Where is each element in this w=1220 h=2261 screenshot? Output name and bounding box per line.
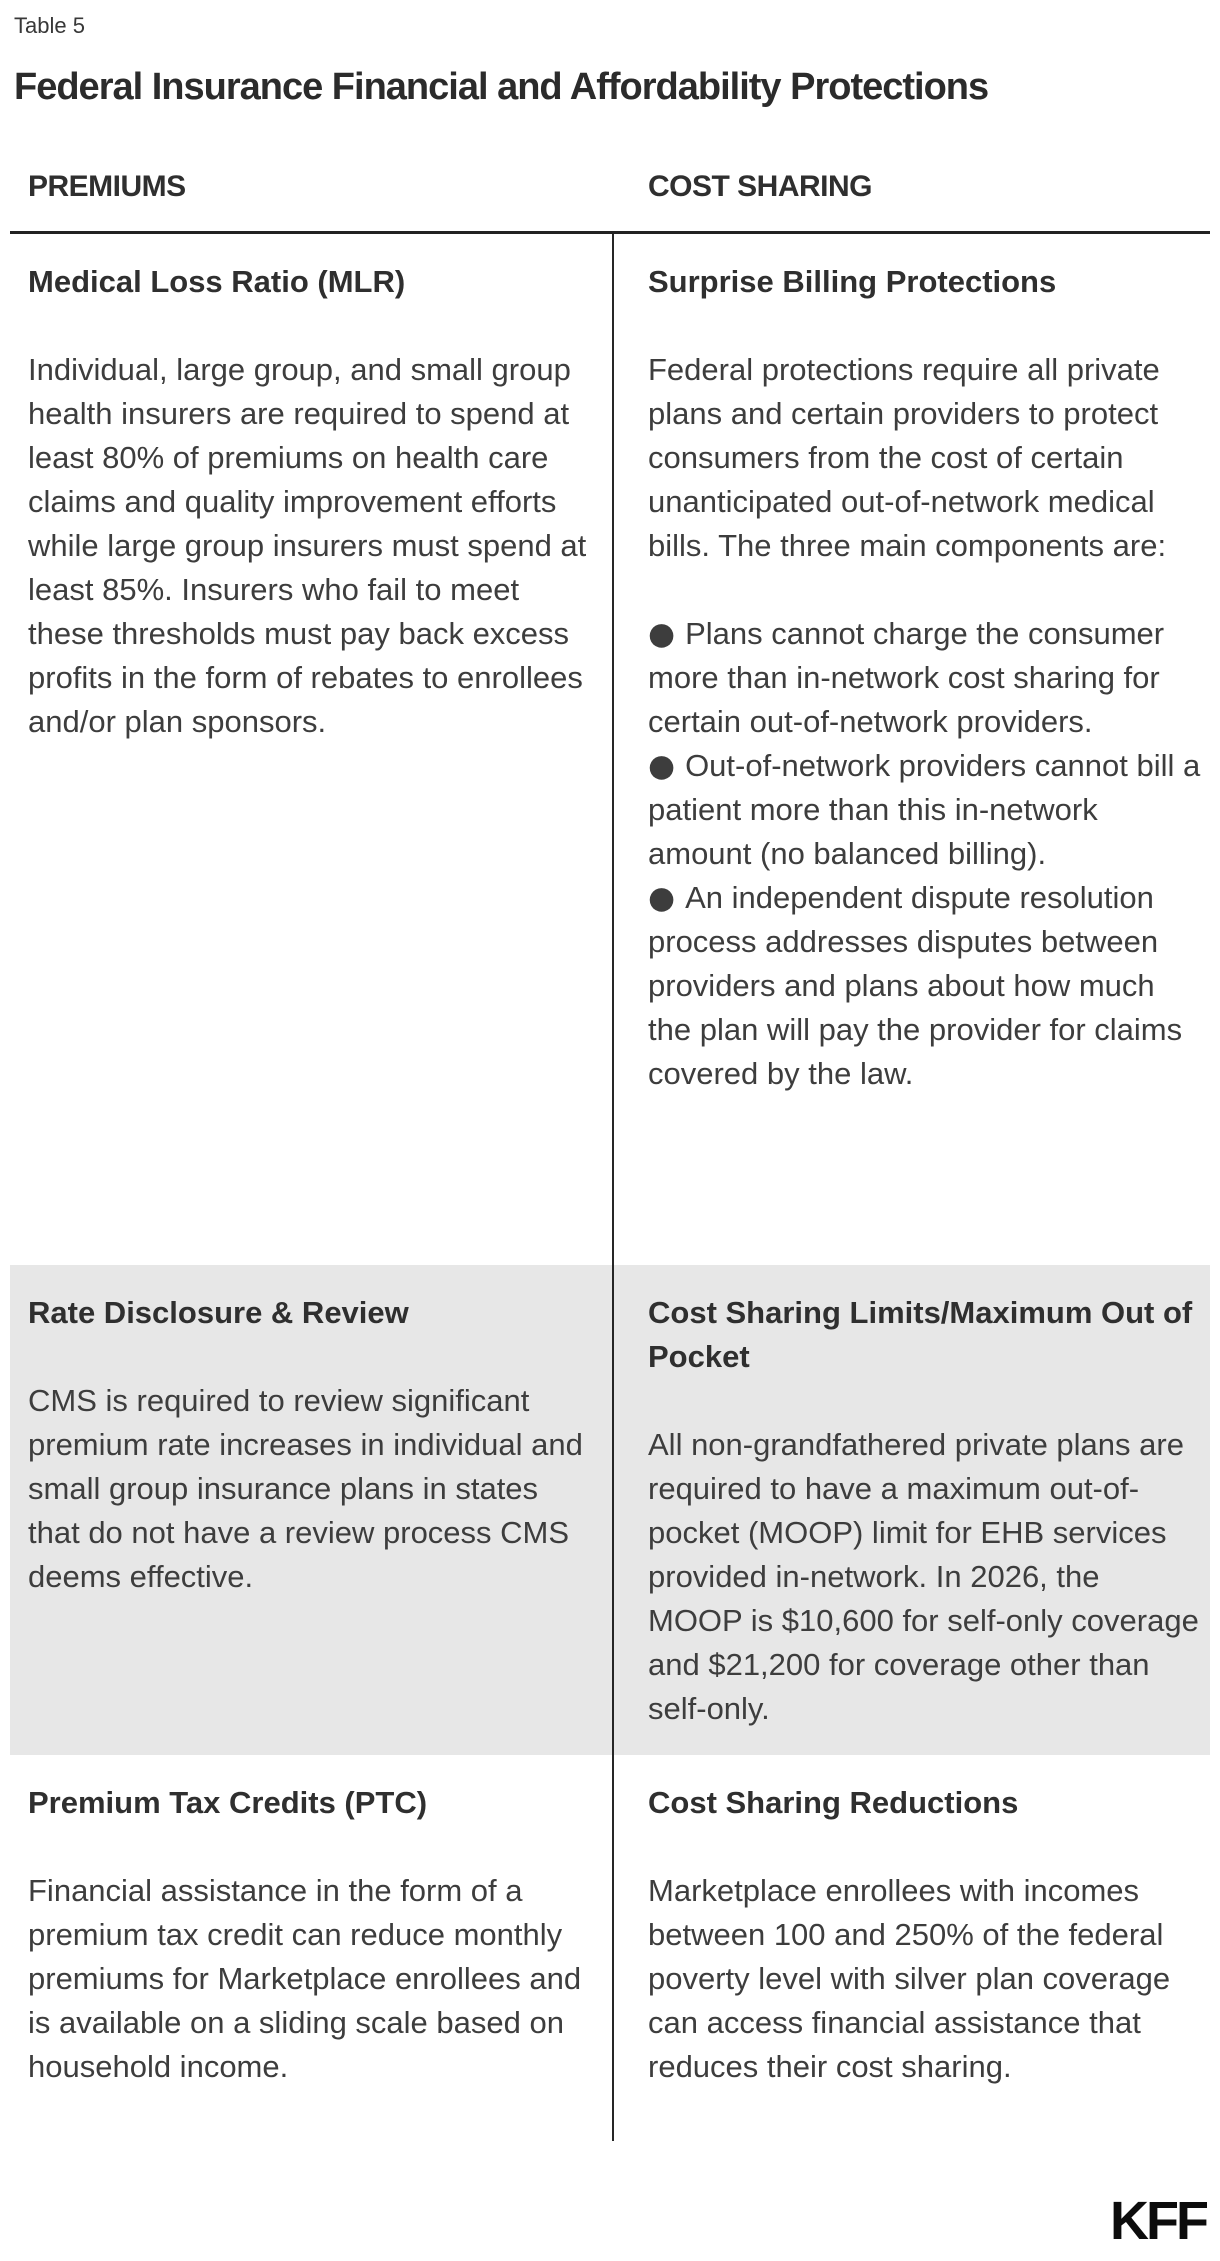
bullet-item	[648, 612, 1202, 744]
bullet-icon: ●	[648, 616, 676, 652]
cell-heading: Rate Disclosure & Review	[28, 1295, 409, 1330]
cell-heading: Medical Loss Ratio (MLR)	[28, 264, 406, 299]
cell-body-text: Individual, large group, and small group health insurers are required to spend at least 80% of premiums on health care claims and quality improvement efforts while large group insurers must spend at least 85%. Insurers who fail to meet these thresholds must pay back excess profits in the form of rebates to enrollees and/or plan sponsors.	[28, 352, 587, 739]
bullet-item	[648, 744, 1202, 876]
cell-heading: Cost Sharing Reductions	[648, 1785, 1019, 1820]
cell-body-text: Marketplace enrollees with incomes between 100 and 250% of the federal poverty level with silver plan coverage can access financial assistance that reduces their cost sharing.	[648, 1873, 1171, 2084]
bullet-text: Out-of-network providers cannot bill a patient more than this in-network amount (no balanced billing).	[648, 748, 1201, 871]
bullet-text: Plans cannot charge the consumer more than in-network cost sharing for certain out-of-network providers.	[648, 616, 1165, 739]
cell-heading: Premium Tax Credits (PTC)	[28, 1785, 428, 1820]
cell-rate-disclosure-review	[10, 1265, 612, 1755]
bullet-item	[648, 876, 1202, 1096]
kff-logo: KFF	[1110, 2191, 1206, 2251]
cell-surprise-billing	[612, 234, 1210, 1265]
cell-body-text: Financial assistance in the form of a premium tax credit can reduce monthly premiums for Marketplace enrollees and is available on a sliding scale based on household income.	[28, 1873, 582, 2084]
cell-cost-sharing-reductions	[612, 1755, 1210, 2141]
page-title: Federal Insurance Financial and Affordability Protections	[14, 66, 989, 108]
column-header-premiums: PREMIUMS	[28, 170, 186, 203]
cell-body-text: CMS is required to review significant premium rate increases in individual and small group insurance plans in states that do not have a review process CMS deems effective.	[28, 1383, 583, 1594]
cell-body-text: All non-grandfathered private plans are required to have a maximum out-of-pocket (MOOP) limit for EHB services provided in-network. In 2026, the MOOP is $10,600 for self-only coverage and $21,200 for coverage other than self-only.	[648, 1427, 1199, 1726]
cell-heading: Surprise Billing Protections	[648, 264, 1057, 299]
table-row-review-limits	[10, 1265, 1210, 1755]
table-row-financial	[10, 234, 1210, 1265]
column-header-cost-sharing: COST SHARING	[648, 170, 873, 203]
kff-table-figure	[0, 11, 1220, 2251]
cell-cost-sharing-limits-moop	[612, 1265, 1210, 1755]
cell-medical-loss-ratio	[10, 234, 612, 1265]
cell-body-text: Federal protections require all private plans and certain providers to protect consumers from the cost of certain unanticipated out-of-network medical bills. The three main components are:	[648, 352, 1167, 563]
cell-heading: Cost Sharing Limits/Maximum Out of Pocket	[648, 1295, 1193, 1374]
table-label: Table 5	[14, 13, 85, 38]
cell-premium-tax-credits	[10, 1755, 612, 2141]
table-row-credits-reductions	[10, 1755, 1210, 2141]
column-headers	[10, 167, 1210, 207]
bullet-text: An independent dispute resolution process addresses disputes between providers and plans about how much the plan will pay the provider for claims covered by the law.	[648, 880, 1183, 1091]
bullet-icon: ●	[648, 880, 676, 916]
protections-table	[10, 231, 1210, 2141]
bullet-icon: ●	[648, 748, 676, 784]
